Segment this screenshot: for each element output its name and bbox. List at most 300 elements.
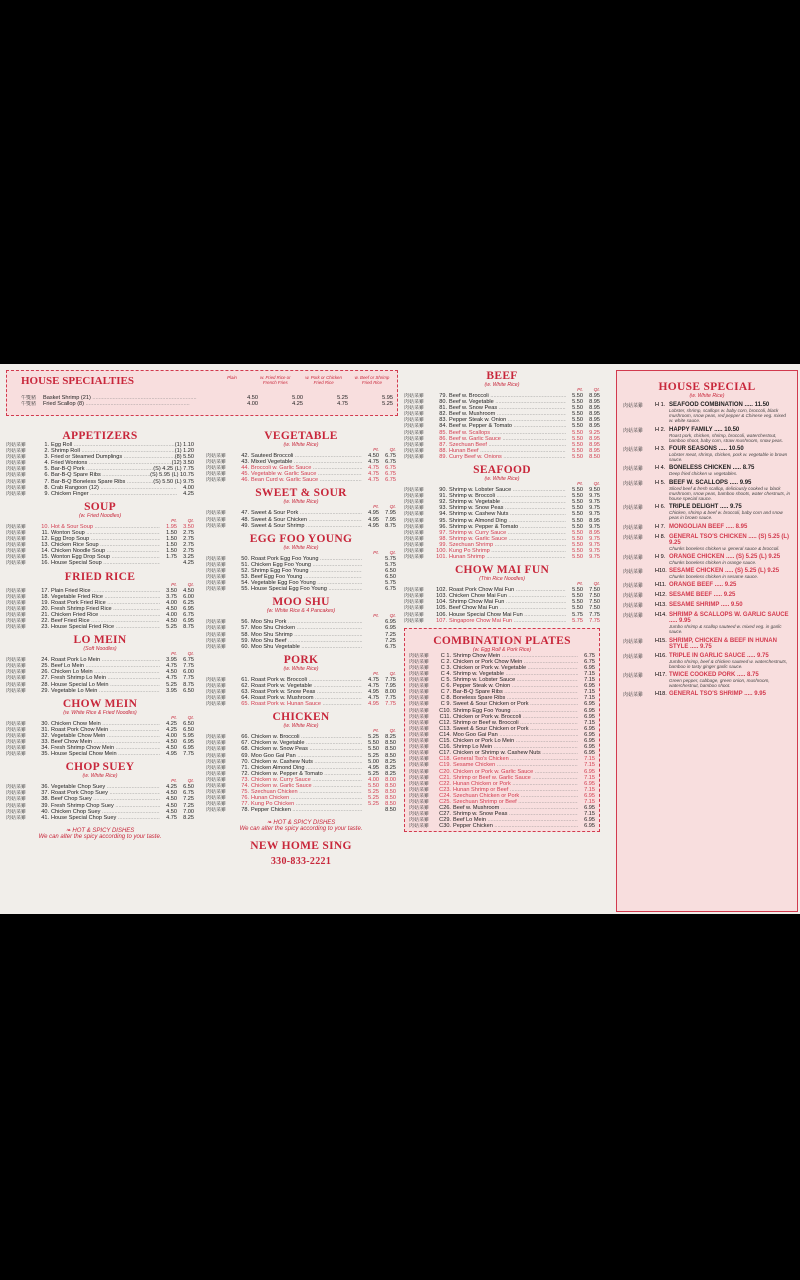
item-price: 6.95 <box>385 625 396 632</box>
house-special-item[interactable] <box>623 612 791 634</box>
item-name: Kung Po Shrimp ..... <box>449 548 566 554</box>
item-number: 1. <box>44 442 49 448</box>
item-number: C 1. <box>440 652 451 659</box>
chinese-name: 肉菇菜雞 <box>6 454 27 461</box>
house-special-item[interactable] <box>623 592 791 599</box>
qt-label: Qt. <box>187 582 194 588</box>
item-price: 5.50 <box>572 487 583 494</box>
item-number: 97. <box>439 529 447 536</box>
item-name: Pepper Chicken ..... <box>251 807 362 813</box>
item-number: 5. <box>44 466 49 473</box>
menu-item[interactable] <box>206 523 396 529</box>
house-specialties-columns: Plain w. Fried Rice or French Fries w. Pork or Chicken Fried Rice w. Beef or Shrimp Fried Rice <box>227 375 390 385</box>
item-price: 5.50 <box>572 423 583 430</box>
item-number: 82. <box>439 411 447 418</box>
item-name: Roast Pork w. Vegetable ..... <box>251 683 362 689</box>
item-price: 7.15 <box>584 677 595 684</box>
item-name-text: TRIPLE DELIGHT <box>669 504 719 511</box>
house-special-item[interactable] <box>623 672 791 688</box>
item-name: SHRIMP, CHICKEN & BEEF IN HUNAN STYLE ..... 9.75 <box>669 637 777 650</box>
item-price: 1.50 <box>166 542 177 549</box>
hot-spicy-label: HOT & SPICY DISHES <box>72 827 135 834</box>
item-number: C15. <box>439 738 451 745</box>
item-name: Hot & Sour Soup ..... <box>51 524 160 530</box>
house-specialty-item[interactable] <box>21 401 391 407</box>
item-price: 4.95 <box>368 688 379 695</box>
item-number: 87. <box>439 441 447 448</box>
section-sub-egg_foo: (w. White Rice) <box>283 544 319 551</box>
house-special-item[interactable] <box>623 446 791 462</box>
chinese-name: 肉菇菜雞 <box>6 726 27 733</box>
item-price: 4.75 <box>368 682 379 689</box>
item-price: 4.50 <box>166 790 177 797</box>
item-name: Shrimp w. Vegetable ..... <box>449 499 566 505</box>
item-name: Beef Chop Suey ..... <box>51 796 160 802</box>
item-price: 6.50 <box>183 784 194 791</box>
item-price: 5.50 <box>572 599 583 606</box>
item-price: 4.95 <box>368 701 379 708</box>
item-number: 28. <box>41 681 49 688</box>
item-price: 4.00 <box>166 732 177 739</box>
item-name: Chicken or Pork w. Garlic Sauce ..... <box>453 769 578 775</box>
item-name: Beef Chow Mein ..... <box>51 739 160 745</box>
item-price: 4.50 <box>166 745 177 752</box>
pt-label: Pt. <box>577 582 583 588</box>
item-description: Chicken, shrimp & beef w. broccoli, baby corn and snow peas in brown sauce. <box>669 510 783 521</box>
menu-item[interactable] <box>206 477 396 483</box>
chinese-name: 肉菇菜雞 <box>409 792 430 799</box>
item-price: 5.25 <box>337 395 348 401</box>
item-price: 7.95 <box>385 510 396 517</box>
item-number: 101. <box>436 554 447 561</box>
item-name: Szechuan Chicken or Pork ..... <box>453 793 578 799</box>
item-price <box>362 807 379 813</box>
item-price: 4.25 <box>183 490 194 497</box>
item-name: Chicken or Pork Lo Mein ..... <box>453 738 578 744</box>
chinese-name: 肉菇菜雞 <box>623 692 644 699</box>
chinese-name: 肉菇菜雞 <box>409 798 430 805</box>
item-price: 9.75 <box>589 523 600 530</box>
item-price: 5.50 <box>572 393 583 399</box>
item-description: Jumbo shrimp, beef & chicken sauteed w. waterchestnuts, bamboo in tasty ginger garlic sauce. <box>669 658 788 669</box>
item-body <box>669 638 791 650</box>
house-special-box <box>616 370 798 912</box>
item-number: 6. <box>44 472 49 479</box>
menu-sheet <box>0 364 800 914</box>
menu-item[interactable] <box>206 701 396 707</box>
item-name: Beef Fried Rice ..... <box>51 618 160 624</box>
chinese-name: 牛雙豬 <box>21 401 37 408</box>
house-special-item[interactable] <box>623 534 791 551</box>
item-price: 4.50 <box>166 796 177 803</box>
item-price: 6.75 <box>385 471 396 478</box>
item-price: 5.50 <box>368 740 379 747</box>
item-number: 59. <box>241 637 249 644</box>
item-number: 22. <box>41 617 49 624</box>
item-price: 9.50 <box>730 602 743 609</box>
house-special-sub: (w. White Rice) <box>689 393 725 399</box>
chinese-name: 肉菇菜雞 <box>6 657 27 664</box>
item-number: 86. <box>439 435 447 442</box>
item-number: C29. <box>439 817 451 824</box>
item-number: 32. <box>41 732 49 739</box>
house-special-item[interactable] <box>623 602 791 609</box>
item-number: 27. <box>41 675 49 682</box>
column-2 <box>206 426 396 868</box>
section-sub-seafood: (w. White Rice) <box>484 476 520 483</box>
item-number: 67. <box>241 740 249 747</box>
chinese-name: 肉菇菜雞 <box>206 510 227 517</box>
item-price: 3.75 <box>166 593 177 600</box>
chinese-name: 肉菇菜雞 <box>6 466 27 473</box>
chinese-name: 肉菇菜雞 <box>404 393 425 399</box>
item-price: 10.50 <box>728 446 744 453</box>
chinese-name: 肉菇菜雞 <box>404 599 425 606</box>
item-number: 11. <box>41 529 49 536</box>
item-price: 4.00 <box>247 401 258 408</box>
house-special-item[interactable] <box>623 504 791 520</box>
chinese-name: 肉菇菜雞 <box>409 713 430 720</box>
chinese-name: 肉菇菜雞 <box>404 605 425 612</box>
item-number: 9. <box>44 490 49 497</box>
item-name: Shrimp Egg Foo Young ..... <box>453 708 578 714</box>
section-sub-chicken: (w. White Rice) <box>283 723 319 730</box>
item-number: 66. <box>241 734 249 741</box>
item-price: 5.50 <box>572 517 583 524</box>
chinese-name: 肉菇菜雞 <box>6 448 27 455</box>
item-number: 36. <box>41 784 49 791</box>
item-number: 76. <box>241 795 249 802</box>
item-price: 6.95 <box>584 823 595 830</box>
chinese-name: 肉菇菜雞 <box>206 764 227 771</box>
qt-label: Qt. <box>593 482 600 488</box>
menu-item[interactable] <box>404 554 600 560</box>
menu-item[interactable] <box>206 807 396 813</box>
item-number: C 2. <box>440 658 451 665</box>
item-name: Sweet & Sour Shrimp ..... <box>251 523 362 529</box>
item-name: Beef Lo Mein ..... <box>51 663 160 669</box>
house-special-item[interactable] <box>623 568 791 579</box>
section-sub-chow_mein: (w. White Rice & Fried Noodles) <box>63 709 137 716</box>
item-name: Wonton Soup ..... <box>51 530 160 536</box>
item-price: 4.50 <box>166 802 177 809</box>
item-name: Shrimp w. Snow Peas ..... <box>449 505 566 511</box>
item-price: 5.75 <box>385 555 396 562</box>
house-special-item[interactable] <box>623 554 791 565</box>
qt-label: Qt. <box>187 779 194 785</box>
item-price: 4.50 <box>166 669 177 676</box>
item-name-text: MONGOLIAN BEEF <box>669 523 724 530</box>
item-name-text: FOUR SEASONS <box>669 446 718 453</box>
item-price: 4.00 <box>183 484 194 491</box>
item-number: 43. <box>241 459 249 466</box>
item-price: 4.50 <box>166 617 177 624</box>
item-price: 2.75 <box>183 548 194 555</box>
item-price: 7.15 <box>584 719 595 726</box>
item-number: C 7. <box>440 689 451 696</box>
chinese-name: 肉菇菜雞 <box>206 807 227 814</box>
item-price: 8.50 <box>385 795 396 802</box>
chinese-name: 肉菇菜雞 <box>404 493 425 500</box>
item-number: 85. <box>439 429 447 436</box>
item-code: H12. <box>655 592 667 599</box>
item-price: 7.75 <box>183 675 194 682</box>
combination-plates-box <box>404 628 600 833</box>
house-special-item[interactable] <box>623 402 791 424</box>
item-number: 81. <box>439 405 447 412</box>
item-number: C18. <box>439 756 451 763</box>
item-number: 38. <box>41 796 49 803</box>
item-price: 5.95 <box>382 395 393 401</box>
item-price: 4.95 <box>368 522 379 529</box>
item-name: Chicken Lo Mein ..... <box>51 669 160 675</box>
item-name: TRIPLE DELIGHT ..... 9.75 <box>669 504 742 511</box>
item-price: 3.50 <box>166 587 177 594</box>
item-price: 5.25 <box>368 795 379 802</box>
item-price: 5.50 <box>572 411 583 418</box>
item-name: Sweet & Sour Chicken ..... <box>251 517 362 523</box>
item-price: 6.75 <box>385 477 396 484</box>
section-sub-beef: (w. White Rice) <box>484 382 520 388</box>
item-number: 98. <box>439 535 447 542</box>
item-number: C23. <box>439 786 451 793</box>
item-name: Chicken Noodle Soup ..... <box>51 548 160 554</box>
item-name: Moo Goo Gai Pan ..... <box>251 753 362 759</box>
item-number: 72. <box>241 770 249 777</box>
section-title-egg_foo: EGG FOO YOUNG <box>249 532 353 545</box>
pt-label: Pt. <box>373 671 379 677</box>
item-name: House Special Chow Mai Fun ..... <box>449 612 566 618</box>
item-number: C 3. <box>440 664 451 671</box>
item-number: C30. <box>439 823 451 830</box>
item-price: 5.50 <box>572 429 583 436</box>
item-price: 9.25 <box>724 582 737 589</box>
item-number: 58. <box>241 631 249 638</box>
item-price: 7.75 <box>385 701 396 708</box>
item-price: 5.50 <box>572 535 583 542</box>
item-description: Chunks boneless chicken in orange sauce. <box>669 559 757 565</box>
item-price: 4.50 <box>166 808 177 815</box>
section-sub-chop_suey: (w. White Rice) <box>82 773 118 780</box>
item-number: C13. <box>439 725 451 732</box>
chinese-name: 肉菇菜雞 <box>623 505 644 512</box>
qt-label: Qt. <box>389 614 396 620</box>
item-number: 78. <box>241 807 249 814</box>
menu-item[interactable] <box>6 624 194 630</box>
house-special-item[interactable] <box>623 524 791 531</box>
item-name: Fried Scallop (8) ..... <box>43 401 213 407</box>
item-name: Wonton Egg Drop Soup ..... <box>51 554 160 560</box>
item-price: 8.75 <box>747 672 759 679</box>
menu-item[interactable] <box>404 618 600 624</box>
section-title-seafood: SEAFOOD <box>473 464 531 477</box>
item-price: 5.50 <box>572 554 583 561</box>
item-price: 9.50 <box>589 487 600 494</box>
item-price: 4.95 <box>368 764 379 771</box>
item-name: Shrimp or Beef w. Garlic Sauce ..... <box>453 775 578 781</box>
alter-note: We can alter the spicy according to your taste. <box>38 833 162 840</box>
house-special-list <box>617 402 797 698</box>
item-price: 8.75 <box>385 522 396 529</box>
item-price: 5.50 <box>572 547 583 554</box>
item-name: Moo Shu Pork ..... <box>251 619 362 625</box>
item-price: 7.15 <box>584 695 595 702</box>
house-special-item[interactable] <box>623 653 791 669</box>
item-number: 55. <box>241 586 249 593</box>
chinese-name: 肉菇菜雞 <box>404 405 425 412</box>
item-price: 4.95 <box>166 751 177 758</box>
chinese-name: 肉菇菜雞 <box>409 738 430 745</box>
item-number: 31. <box>41 726 49 733</box>
chinese-name: 肉菇菜雞 <box>206 580 227 587</box>
chinese-name: 肉菇菜雞 <box>206 682 227 689</box>
item-number: 47. <box>241 510 249 517</box>
chinese-name: 肉菇菜雞 <box>206 746 227 753</box>
item-price: 6.95 <box>584 725 595 732</box>
house-special-item[interactable] <box>623 638 791 650</box>
item-name: Chicken Fried Rice ..... <box>51 612 160 618</box>
chinese-name: 肉菇菜雞 <box>6 790 27 797</box>
section-title-lo_mein: LO MEIN <box>73 634 127 647</box>
menu-item[interactable] <box>6 560 194 566</box>
item-number: 12. <box>41 536 49 543</box>
item-description: Roast pork, chicken, shrimp, broccoli, waterchestnut, bamboo shoot, baby corn, straw mushroom, snow peas. <box>669 432 784 443</box>
item-number: C10. <box>439 707 451 714</box>
chinese-name: 肉菇菜雞 <box>6 542 27 549</box>
chinese-name: 肉菇菜雞 <box>409 689 430 696</box>
house-special-item[interactable] <box>623 691 791 698</box>
menu-item[interactable] <box>6 491 194 497</box>
item-name-text: GENERAL TSO'S SHRIMP <box>669 691 743 698</box>
item-name: Fresh Shrimp Lo Mein ..... <box>51 675 160 681</box>
item-price: 5.25 <box>368 770 379 777</box>
item-code: H 5. <box>655 479 666 486</box>
chinese-name: 肉菇菜雞 <box>404 617 425 624</box>
item-name: Hunan Shrimp or Beef ..... <box>453 787 578 793</box>
item-number: C19. <box>439 762 451 769</box>
qt-label: Qt. <box>389 550 396 556</box>
item-price: 4.75 <box>368 695 379 702</box>
item-name: Shrimp Egg Foo Young ..... <box>251 568 362 574</box>
chinese-name: 肉菇菜雞 <box>409 683 430 690</box>
pt-label: Pt. <box>171 779 177 785</box>
house-special-item[interactable] <box>623 427 791 443</box>
item-number: 35. <box>41 751 49 758</box>
menu-item[interactable] <box>6 688 194 694</box>
item-name-text: SESAME SHRIMP <box>669 602 720 609</box>
chinese-name: 肉菇菜雞 <box>206 619 227 626</box>
item-price: 2.75 <box>183 542 194 549</box>
item-number: C21. <box>439 774 451 781</box>
item-body <box>669 465 791 476</box>
item-number: 30. <box>41 720 49 727</box>
chinese-name: 肉菇菜雞 <box>206 477 227 484</box>
house-special-item[interactable] <box>623 465 791 476</box>
item-name: Chicken or Pork w. Vegetable ..... <box>453 665 578 671</box>
section-sub-lo_mein: (Soft Noodles) <box>83 646 117 653</box>
item-number: 50. <box>241 555 249 562</box>
chinese-name: 肉菇菜雞 <box>206 734 227 741</box>
item-name: Beef Chow Mai Fun ..... <box>449 605 566 611</box>
item-number: C24. <box>439 792 451 799</box>
item-name: Shrimp w. Cashew Nuts ..... <box>449 511 566 517</box>
pt-label: Pt. <box>373 550 379 556</box>
item-name: SHRIMP & SCALLOPS W. GARLIC SAUCE ..... 9.95 <box>669 612 789 625</box>
item-price: 4.25 <box>166 720 177 727</box>
item-price: 8.50 <box>385 783 396 789</box>
menu-item[interactable] <box>206 644 396 650</box>
item-body <box>669 446 791 462</box>
item-price: 4.50 <box>166 739 177 745</box>
item-price: 5.75 <box>385 580 396 587</box>
menu-item[interactable] <box>404 454 600 460</box>
item-price: 7.25 <box>385 631 396 638</box>
item-price: 6.75 <box>385 459 396 466</box>
item-price: 9.75 <box>589 493 600 500</box>
menu-item[interactable] <box>6 751 194 757</box>
chinese-name: 肉菇菜雞 <box>404 593 425 600</box>
item-number: 70. <box>241 758 249 765</box>
chinese-name: 肉菇菜雞 <box>6 617 27 624</box>
chinese-name: 肉菇菜雞 <box>206 516 227 523</box>
combo-item[interactable] <box>409 823 595 829</box>
chinese-name: 肉菇菜雞 <box>6 808 27 815</box>
item-price: 8.25 <box>385 770 396 777</box>
chinese-name: 肉菇菜雞 <box>409 823 430 830</box>
item-number: 42. <box>241 453 249 459</box>
item-number: 54. <box>241 580 249 587</box>
house-special-item[interactable] <box>623 582 791 589</box>
chinese-name: 肉菇菜雞 <box>409 756 430 763</box>
chinese-name: 肉菇菜雞 <box>404 417 425 424</box>
item-name: Moo Goo Gai Pan ..... <box>453 732 578 738</box>
item-name: ORANGE CHICKEN ..... (S) 5.25 (L) 9.25 <box>669 553 781 560</box>
item-code: H14. <box>655 612 667 619</box>
item-price: (8) 5.50 <box>174 454 194 461</box>
item-price: 5.50 <box>572 605 583 612</box>
item-price: 9.75 <box>700 643 712 650</box>
item-code: H 4. <box>655 465 666 472</box>
house-specialties-box <box>6 370 398 416</box>
item-name: House Special Chop Suey ..... <box>51 815 160 821</box>
item-name: BEEF W. SCALLOPS ..... 9.95 <box>669 479 752 486</box>
chinese-name: 肉菇菜雞 <box>404 511 425 518</box>
chinese-name: 肉菇菜雞 <box>623 524 644 531</box>
item-name: Pepper Steak w. Onion ..... <box>453 683 578 689</box>
item-name: Bar-B-Q Boneless Spare Ribs ..... <box>51 479 153 485</box>
house-special-item[interactable] <box>623 480 791 502</box>
item-name: Basket Shrimp (21) ..... <box>43 395 213 401</box>
item-number: 69. <box>241 752 249 759</box>
chinese-name: 肉菇菜雞 <box>409 750 430 757</box>
item-number: 105. <box>436 605 447 612</box>
item-price: 9.25 <box>589 429 600 436</box>
item-price: 6.50 <box>385 574 396 581</box>
item-name: Bar-B-Q Pork ..... <box>51 466 153 472</box>
menu-item[interactable] <box>206 586 396 592</box>
chinese-name: 肉菇菜雞 <box>6 560 27 567</box>
item-price: 5.50 <box>572 541 583 548</box>
item-number: 83. <box>439 417 447 424</box>
item-price: 1.50 <box>166 536 177 543</box>
menu-item[interactable] <box>6 815 194 821</box>
item-price: 5.50 <box>572 511 583 518</box>
item-name: House Special Lo Mein ..... <box>51 682 160 688</box>
pt-label: Pt. <box>373 505 379 511</box>
item-price: (S) 5.25 (L) 9.25 <box>669 533 790 546</box>
item-number: 20. <box>41 605 49 612</box>
item-name-text: BEEF W. SCALLOPS <box>669 479 729 486</box>
